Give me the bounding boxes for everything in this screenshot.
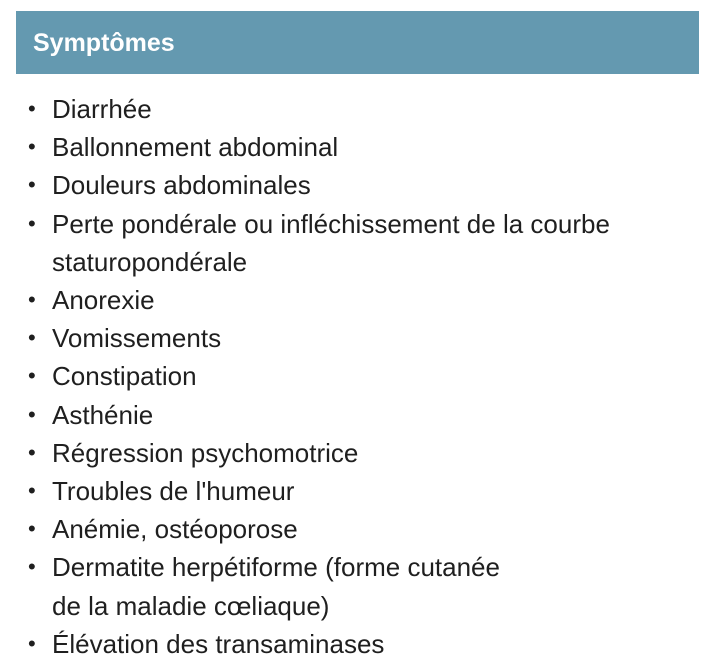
list-item xyxy=(28,281,708,319)
bullet-icon: • xyxy=(28,401,36,427)
bullet-icon: • xyxy=(28,287,36,313)
list-item xyxy=(28,128,708,166)
bullet-icon: • xyxy=(28,96,36,121)
symptom-text: Ballonnement abdominal xyxy=(52,132,339,163)
list-item xyxy=(28,548,708,624)
symptom-text: Dermatite herpétiforme (forme cutanée de la maladie cœliaque) xyxy=(52,552,500,621)
symptom-text: Troubles de l'humeur xyxy=(52,476,295,507)
symptom-list xyxy=(28,90,708,663)
bullet-icon: • xyxy=(28,554,36,580)
list-item xyxy=(28,510,708,548)
list-item xyxy=(28,205,708,281)
list-item xyxy=(28,319,708,357)
bullet-icon: • xyxy=(28,325,36,351)
bullet-icon: • xyxy=(28,172,36,198)
symptom-text: Perte pondérale ou infléchissement de la courbe staturopondérale xyxy=(52,208,610,277)
symptom-text: Vomissements xyxy=(52,323,222,354)
list-item xyxy=(28,625,708,663)
section-title: Symptômes xyxy=(33,29,175,57)
symptom-text: Élévation des transaminases xyxy=(52,628,385,659)
list-item xyxy=(28,396,708,434)
symptom-text: Douleurs abdominales xyxy=(52,170,311,201)
list-item xyxy=(28,166,708,204)
list-item xyxy=(28,434,708,472)
list-item xyxy=(28,357,708,395)
bullet-icon: • xyxy=(28,630,36,656)
list-item xyxy=(28,472,708,510)
bullet-icon: • xyxy=(28,210,36,236)
symptom-text: Constipation xyxy=(52,361,197,392)
symptom-text: Asthénie xyxy=(52,399,154,430)
symptom-text: Anémie, ostéoporose xyxy=(52,514,298,545)
list-item xyxy=(28,90,708,128)
symptom-text: Diarrhée xyxy=(52,94,152,124)
symptom-text: Régression psychomotrice xyxy=(52,437,359,468)
bullet-icon: • xyxy=(28,516,36,542)
bullet-icon: • xyxy=(28,439,36,465)
bullet-icon: • xyxy=(28,478,36,504)
section-header xyxy=(16,11,699,74)
bullet-icon: • xyxy=(28,134,36,160)
bullet-icon: • xyxy=(28,363,36,389)
symptom-text: Anorexie xyxy=(52,285,155,316)
